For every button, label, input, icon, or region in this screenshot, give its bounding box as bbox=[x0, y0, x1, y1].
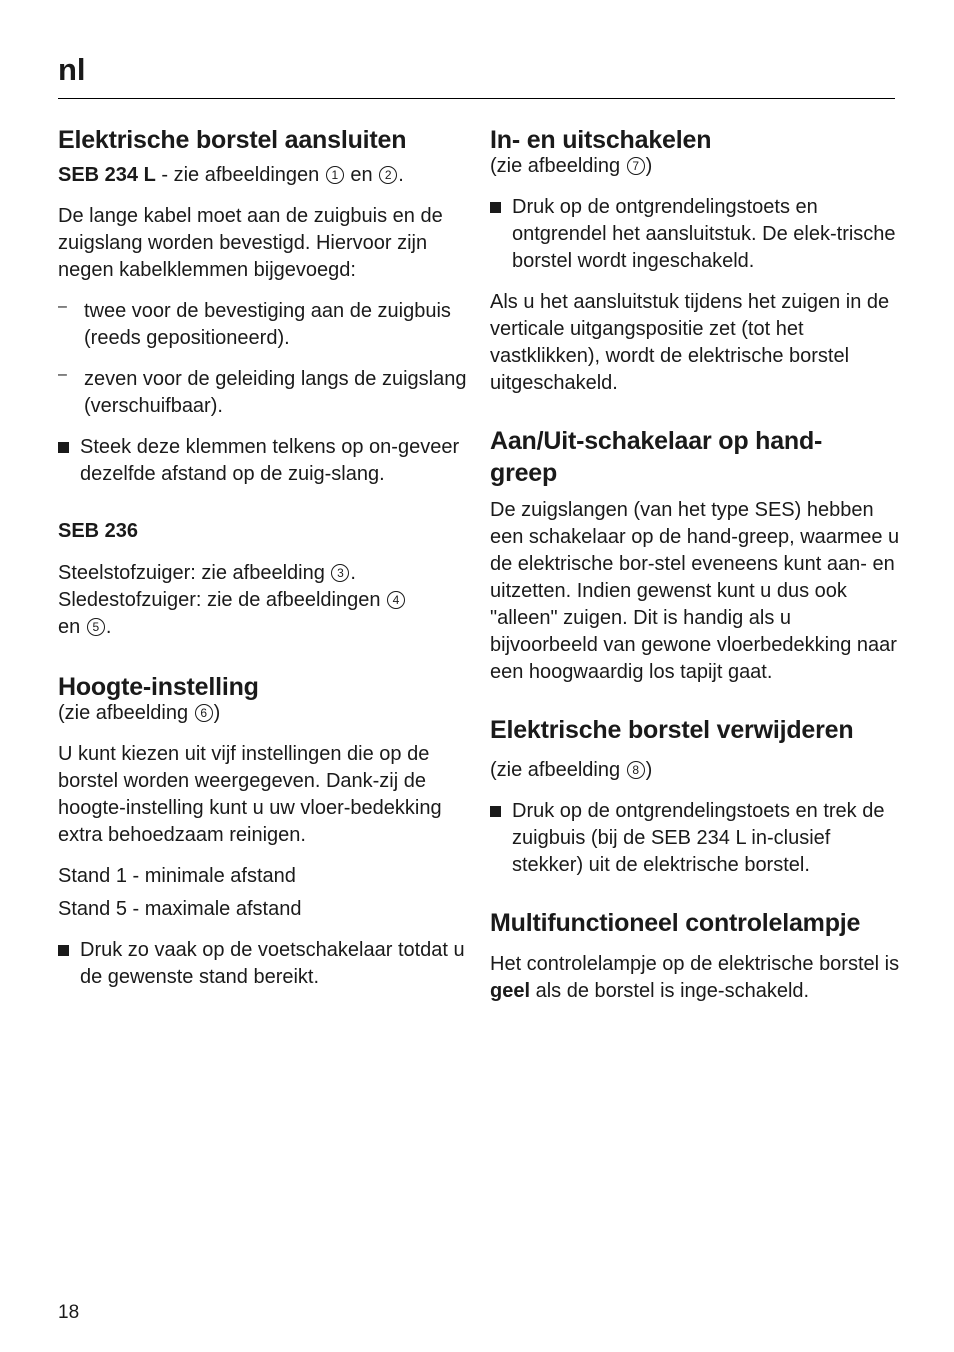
bullet-text: Druk op de ontgrendelingstoets en ontgrendel het aansluitstuk. De elek-trische borstel wordt ingeschakeld. bbox=[512, 196, 896, 272]
seb236-line bbox=[58, 614, 468, 641]
section-aansluiten bbox=[58, 124, 468, 488]
dash-mark: – bbox=[58, 366, 67, 383]
bullet-square-icon bbox=[58, 945, 69, 956]
figure-ref-7: 7 bbox=[627, 157, 645, 175]
section-verwijderen bbox=[490, 714, 900, 879]
ref-text: - zie afbeeldingen bbox=[155, 164, 325, 186]
bullet-square-icon bbox=[58, 442, 69, 453]
seb234-reference bbox=[58, 162, 468, 189]
figure-ref-4: 4 bbox=[387, 591, 405, 609]
ref-end: . bbox=[398, 164, 404, 186]
stand-5: Stand 5 - maximale afstand bbox=[58, 898, 302, 920]
figure-ref-6: 6 bbox=[195, 704, 213, 722]
sub-text: (zie afbeelding bbox=[490, 759, 626, 781]
seb236-line bbox=[58, 587, 468, 614]
bullet-text: Druk zo vaak op de voetschakelaar totdat u de gewenste stand bereikt. bbox=[80, 939, 465, 988]
section-title: SEB 236 bbox=[58, 520, 139, 542]
model-label: SEB 234 L bbox=[58, 164, 156, 186]
lamp-text: Het controlelampje op de elektrische borstel is bbox=[490, 953, 900, 975]
figure-reference bbox=[490, 153, 900, 180]
sub-text: (zie afbeelding bbox=[58, 702, 194, 724]
language-code: nl bbox=[58, 52, 86, 87]
seb236-line bbox=[58, 560, 468, 587]
bullet-square-icon bbox=[490, 202, 501, 213]
sub-end: ) bbox=[645, 759, 653, 781]
section-hoogte bbox=[58, 671, 468, 991]
bullet-item bbox=[58, 434, 468, 488]
lamp-color: geel bbox=[490, 980, 531, 1002]
bullet-item bbox=[58, 937, 468, 991]
dash-text: twee voor de bevestiging aan de zuigbuis (reeds gepositioneerd). bbox=[84, 300, 451, 349]
lamp-paragraph bbox=[490, 951, 900, 1005]
switch-off-paragraph: Als u het aansluitstuk tijdens het zuigen in de verticale uitgangspositie zet (tot het vastklikken), wordt de elektrische borstel uitgeschakeld. bbox=[490, 291, 890, 394]
header-rule bbox=[58, 98, 895, 99]
line-text: Sledestofzuiger: zie de afbeeldingen bbox=[58, 589, 387, 611]
section-in-uitschakelen bbox=[490, 124, 900, 397]
figure-reference bbox=[490, 757, 900, 784]
section-title bbox=[490, 425, 900, 489]
stand-1: Stand 1 - minimale afstand bbox=[58, 865, 296, 887]
cable-paragraph: De lange kabel moet aan de zuigbuis en de zuigslang worden bevestigd. Hiervoor zijn negen kabelklemmen bijgevoegd: bbox=[58, 205, 443, 281]
line-end: . bbox=[105, 616, 112, 638]
sub-text: (zie afbeelding bbox=[490, 155, 626, 177]
figure-reference bbox=[58, 700, 468, 727]
bullet-item bbox=[490, 798, 900, 879]
line-end: . bbox=[350, 562, 356, 584]
section-title: In- en uitschakelen bbox=[490, 126, 712, 154]
dash-item bbox=[58, 366, 468, 420]
figure-ref-3: 3 bbox=[331, 564, 349, 582]
switch-paragraph: De zuigslangen (van het type SES) hebben een schakelaar op de hand-greep, waarmee u de elektrische bor-stel eveneens kunt aan- en uitzetten. Indien gewenst kunt u dus ook "alleen" zuigen. Dit is handig als u bijvoorbeeld van gewone vloerbedekking naar een hoogwaardig los tapijt gaat. bbox=[490, 499, 900, 683]
figure-ref-8: 8 bbox=[627, 761, 645, 779]
section-title: Multifunctioneel controlelampje bbox=[490, 909, 861, 937]
right-column bbox=[490, 124, 900, 1005]
figure-ref-2: 2 bbox=[379, 166, 397, 184]
left-column bbox=[58, 124, 468, 991]
height-paragraph: U kunt kiezen uit vijf instellingen die op de borstel worden weergegeven. Dank-zij de hoogte-instelling kunt u uw vloer-bedekking extra behoedzaam reinigen. bbox=[58, 743, 442, 846]
bullet-item bbox=[490, 194, 900, 275]
line-text: en bbox=[58, 616, 86, 638]
lamp-text-end: als de borstel is inge-schakeld. bbox=[530, 980, 810, 1002]
title-line-1: Aan/Uit-schakelaar op hand- bbox=[490, 427, 823, 455]
section-title: Elektrische borstel aansluiten bbox=[58, 126, 407, 154]
ref-and: en bbox=[344, 164, 379, 186]
section-title: Hoogte-instelling bbox=[58, 673, 259, 701]
section-aan-uit-schakelaar bbox=[490, 425, 900, 686]
section-controlelampje bbox=[490, 907, 900, 1005]
section-title: Elektrische borstel verwijderen bbox=[490, 716, 854, 744]
sub-end: ) bbox=[213, 702, 221, 724]
line-text: Steelstofzuiger: zie afbeelding bbox=[58, 562, 331, 584]
dash-mark: – bbox=[58, 298, 67, 315]
page-number: 18 bbox=[58, 1302, 80, 1323]
dash-item bbox=[58, 298, 468, 352]
title-line-2: greep bbox=[490, 459, 558, 487]
figure-ref-5: 5 bbox=[87, 618, 105, 636]
bullet-text: Druk op de ontgrendelingstoets en trek de zuigbuis (bij de SEB 234 L in-clusief stekker) uit de elektrische borstel. bbox=[512, 800, 885, 876]
dash-text: zeven voor de geleiding langs de zuigslang (verschuifbaar). bbox=[84, 368, 467, 417]
sub-end: ) bbox=[645, 155, 653, 177]
section-seb236 bbox=[58, 518, 468, 641]
figure-ref-1: 1 bbox=[326, 166, 344, 184]
bullet-text: Steek deze klemmen telkens op on-geveer dezelfde afstand op de zuig-slang. bbox=[80, 436, 460, 485]
bullet-square-icon bbox=[490, 806, 501, 817]
